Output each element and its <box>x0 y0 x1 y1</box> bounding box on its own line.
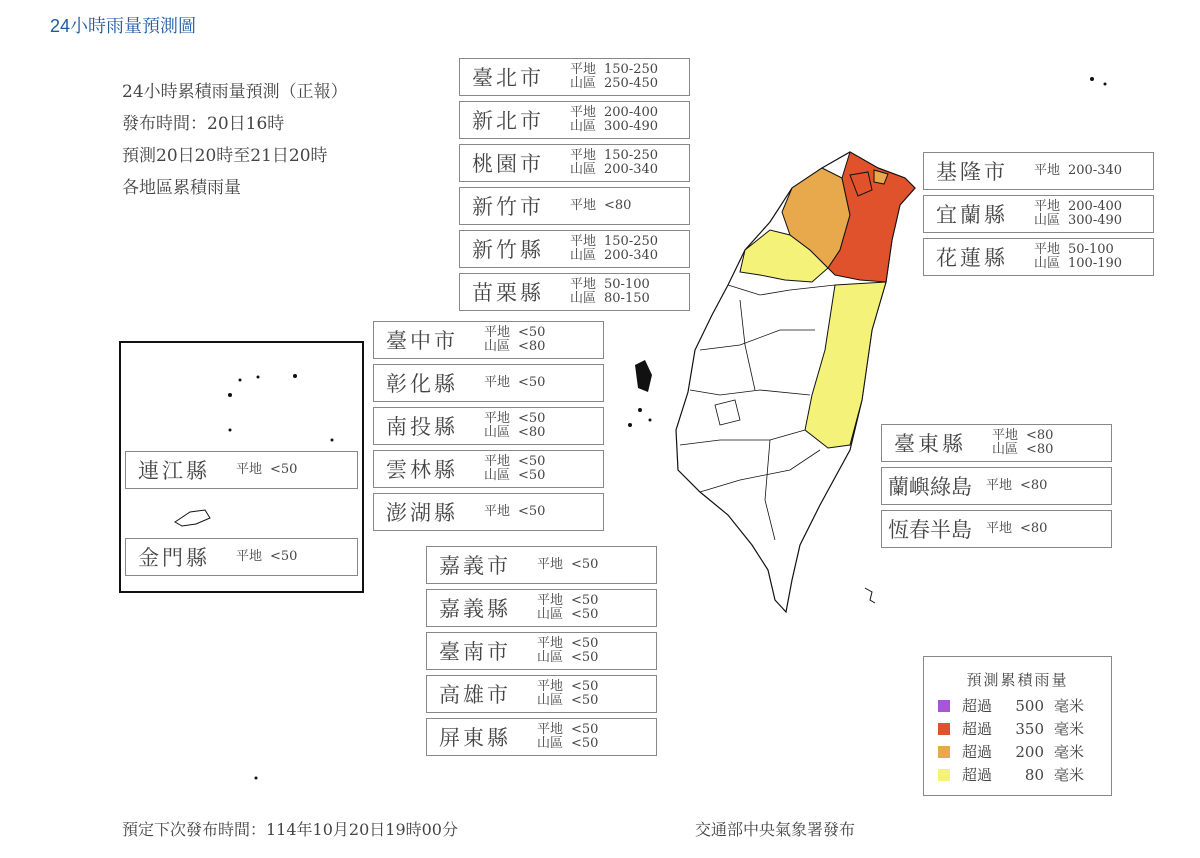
region-box <box>459 58 690 96</box>
region-name: 臺北市 <box>472 66 544 90</box>
area-type: 山區 <box>570 162 597 177</box>
area-type: 山區 <box>570 119 597 134</box>
area-type: 平地 <box>484 454 511 469</box>
area-type: 山區 <box>570 248 597 263</box>
area-type: 平地 <box>992 428 1019 443</box>
rainfall-values <box>570 199 631 213</box>
rainfall-row <box>570 249 658 263</box>
legend-value: 350 <box>1015 719 1045 738</box>
region-name: 雲林縣 <box>386 458 458 482</box>
region-box <box>373 493 604 531</box>
rainfall-values <box>236 550 297 564</box>
area-type: 平地 <box>236 462 263 477</box>
rainfall-range: 150-250 <box>604 148 659 163</box>
rainfall-row <box>570 292 650 306</box>
region-box <box>125 451 358 489</box>
rainfall-row <box>1034 164 1122 178</box>
rainfall-row <box>236 463 297 477</box>
rainfall-row <box>570 199 631 213</box>
rainfall-values <box>570 278 650 306</box>
legend <box>923 656 1112 796</box>
rainfall-row <box>537 608 598 622</box>
area-type: 平地 <box>570 105 597 120</box>
rainfall-range: <80 <box>518 339 546 354</box>
region-box <box>426 546 657 584</box>
info-line: 各地區累積雨量 <box>122 178 241 198</box>
rainfall-row <box>1034 243 1122 257</box>
rainfall-values <box>1034 164 1122 178</box>
region-name: 基隆市 <box>936 160 1008 184</box>
rainfall-range: <80 <box>1026 442 1054 457</box>
info-line: 發布時間：20日16時 <box>122 114 285 134</box>
rainfall-row <box>484 326 545 340</box>
area-type: 山區 <box>484 468 511 483</box>
legend-prefix: 超過 <box>962 720 993 738</box>
rainfall-range: <50 <box>571 636 599 651</box>
rainfall-values <box>1034 243 1122 271</box>
rainfall-values <box>484 326 545 354</box>
publisher: 交通部中央氣象署發布 <box>695 820 856 839</box>
region-box <box>459 144 690 182</box>
rainfall-range: <50 <box>518 325 546 340</box>
area-type: 平地 <box>1034 163 1061 178</box>
legend-value: 80 <box>1024 765 1045 784</box>
rainfall-row <box>992 429 1053 443</box>
rainfall-range: <50 <box>571 650 599 665</box>
rainfall-row <box>570 63 658 77</box>
rainfall-values <box>484 412 545 440</box>
rainfall-row <box>986 522 1047 536</box>
rainfall-values <box>570 149 658 177</box>
region-name: 苗栗縣 <box>472 281 544 305</box>
rainfall-row <box>1034 257 1122 271</box>
rainfall-row <box>537 594 598 608</box>
rainfall-range: 250-450 <box>604 76 659 91</box>
legend-unit: 毫米 <box>1054 766 1085 784</box>
legend-prefix: 超過 <box>962 766 993 784</box>
legend-title: 預測累積雨量 <box>966 671 1069 689</box>
area-type: 山區 <box>1034 213 1061 228</box>
rainfall-row <box>484 469 545 483</box>
region-box <box>923 195 1154 233</box>
rainfall-range: 50-100 <box>604 277 650 292</box>
rainfall-row <box>570 149 658 163</box>
rainfall-values <box>986 522 1047 536</box>
rainfall-range: 300-490 <box>604 119 659 134</box>
rainfall-range: <80 <box>604 198 632 213</box>
area-type: 平地 <box>236 549 263 564</box>
region-box <box>426 675 657 713</box>
rainfall-row <box>986 479 1047 493</box>
legend-swatch <box>938 769 950 781</box>
legend-item <box>924 694 1111 717</box>
rainfall-range: <50 <box>518 468 546 483</box>
rainfall-row <box>537 723 598 737</box>
region-name: 屏東縣 <box>439 726 511 750</box>
rainfall-range: 200-400 <box>1068 199 1123 214</box>
rainfall-values <box>484 455 545 483</box>
area-type: 平地 <box>537 557 564 572</box>
legend-value: 500 <box>1015 696 1045 715</box>
area-type: 山區 <box>537 693 564 708</box>
rainfall-range: <50 <box>518 375 546 390</box>
rainfall-range: 50-100 <box>1068 242 1114 257</box>
area-type: 平地 <box>570 198 597 213</box>
region-name: 金門縣 <box>138 546 210 570</box>
rainfall-row <box>1034 214 1122 228</box>
region-name: 臺南市 <box>439 640 511 664</box>
region-box <box>426 589 657 627</box>
region-box <box>459 101 690 139</box>
rainfall-row <box>992 443 1053 457</box>
rainfall-range: <50 <box>270 462 298 477</box>
region-name: 新竹縣 <box>472 238 544 262</box>
area-type: 山區 <box>992 442 1019 457</box>
region-box <box>373 450 604 488</box>
rainfall-range: 200-340 <box>604 248 659 263</box>
area-type: 山區 <box>537 650 564 665</box>
legend-item <box>924 763 1111 786</box>
rainfall-range: 80-150 <box>604 291 650 306</box>
rainfall-values <box>570 235 658 263</box>
area-type: 平地 <box>537 593 564 608</box>
rainfall-values <box>986 479 1047 493</box>
rainfall-values <box>484 376 545 390</box>
rainfall-values <box>537 594 598 622</box>
region-box <box>373 321 604 359</box>
rainfall-row <box>484 412 545 426</box>
area-type: 平地 <box>537 722 564 737</box>
area-type: 平地 <box>484 325 511 340</box>
rainfall-row <box>537 558 598 572</box>
area-type: 平地 <box>484 504 511 519</box>
region-name: 嘉義市 <box>439 554 511 578</box>
area-type: 平地 <box>537 636 564 651</box>
area-type: 平地 <box>570 277 597 292</box>
area-type: 平地 <box>570 148 597 163</box>
region-name: 宜蘭縣 <box>936 203 1008 227</box>
region-box <box>373 407 604 445</box>
rainfall-range: 200-340 <box>604 162 659 177</box>
lanyu-island <box>865 588 875 603</box>
legend-swatch <box>938 746 950 758</box>
region-name: 南投縣 <box>386 415 458 439</box>
rainfall-range: <50 <box>571 557 599 572</box>
region-box <box>923 238 1154 276</box>
rainfall-values <box>236 463 297 477</box>
rainfall-values <box>992 429 1053 457</box>
region-name: 高雄市 <box>439 683 511 707</box>
area-type: 平地 <box>484 411 511 426</box>
rainfall-values <box>570 106 658 134</box>
region-box <box>459 273 690 311</box>
rainfall-range: <50 <box>571 593 599 608</box>
legend-unit: 毫米 <box>1054 720 1085 738</box>
legend-prefix: 超過 <box>962 697 993 715</box>
region-name: 桃園市 <box>472 152 544 176</box>
rainfall-row <box>537 694 598 708</box>
info-line: 預測20日20時至21日20時 <box>122 146 328 166</box>
rainfall-range: 200-400 <box>604 105 659 120</box>
rainfall-row <box>570 163 658 177</box>
rainfall-row <box>570 77 658 91</box>
rainfall-row <box>1034 200 1122 214</box>
rainfall-row <box>537 651 598 665</box>
rainfall-row <box>570 106 658 120</box>
rainfall-values <box>537 637 598 665</box>
area-type: 平地 <box>986 521 1013 536</box>
region-box <box>881 424 1112 462</box>
area-type: 山區 <box>570 76 597 91</box>
rainfall-range: <80 <box>1026 428 1054 443</box>
legend-value: 200 <box>1015 742 1045 761</box>
rainfall-range: <80 <box>1020 478 1048 493</box>
rainfall-range: <80 <box>518 425 546 440</box>
legend-item <box>924 740 1111 763</box>
info-line: 24小時累積雨量預測（正報） <box>122 82 348 102</box>
area-type: 山區 <box>537 607 564 622</box>
region-box <box>923 152 1154 190</box>
rainfall-range: <50 <box>518 411 546 426</box>
rainfall-values <box>537 723 598 751</box>
rainfall-row <box>484 505 545 519</box>
legend-prefix: 超過 <box>962 743 993 761</box>
rainfall-row <box>537 737 598 751</box>
region-name: 臺中市 <box>386 329 458 353</box>
rainfall-row <box>484 340 545 354</box>
area-type: 平地 <box>484 375 511 390</box>
rainfall-range: <50 <box>518 454 546 469</box>
area-type: 平地 <box>570 62 597 77</box>
rainfall-range: 150-250 <box>604 62 659 77</box>
rainfall-row <box>537 680 598 694</box>
page-title: 24小時雨量預測圖 <box>50 16 197 36</box>
region-box <box>881 510 1112 548</box>
area-type: 山區 <box>1034 256 1061 271</box>
area-type: 平地 <box>1034 199 1061 214</box>
rainfall-range: <50 <box>571 722 599 737</box>
region-box <box>426 718 657 756</box>
region-name: 連江縣 <box>138 459 210 483</box>
rainfall-values <box>484 505 545 519</box>
region-name: 彰化縣 <box>386 372 458 396</box>
rainfall-range: <50 <box>571 607 599 622</box>
rainfall-values <box>570 63 658 91</box>
area-type: 平地 <box>537 679 564 694</box>
legend-swatch <box>938 700 950 712</box>
rainfall-row <box>484 376 545 390</box>
region-box <box>459 230 690 268</box>
region-box <box>373 364 604 402</box>
rainfall-range: <80 <box>1020 521 1048 536</box>
area-type: 山區 <box>484 339 511 354</box>
region-name: 花蓮縣 <box>936 246 1008 270</box>
region-name: 新竹市 <box>472 195 544 219</box>
region-name: 臺東縣 <box>894 432 966 456</box>
rainfall-range: 150-250 <box>604 234 659 249</box>
rainfall-range: <50 <box>571 679 599 694</box>
rainfall-row <box>484 455 545 469</box>
rainfall-values <box>537 680 598 708</box>
rainfall-row <box>570 235 658 249</box>
rainfall-range: 100-190 <box>1068 256 1123 271</box>
legend-item <box>924 717 1111 740</box>
area-type: 平地 <box>1034 242 1061 257</box>
rainfall-range: 200-340 <box>1068 163 1123 178</box>
region-name: 澎湖縣 <box>386 501 458 525</box>
region-box <box>426 632 657 670</box>
legend-unit: 毫米 <box>1054 697 1085 715</box>
area-type: 山區 <box>537 736 564 751</box>
area-type: 平地 <box>570 234 597 249</box>
next-issue-time: 預定下次發布時間：114年10月20日19時00分 <box>122 820 458 839</box>
region-name: 嘉義縣 <box>439 597 511 621</box>
legend-swatch <box>938 723 950 735</box>
area-type: 山區 <box>570 291 597 306</box>
rainfall-row <box>570 278 650 292</box>
rainfall-range: <50 <box>270 549 298 564</box>
rainfall-range: 300-490 <box>1068 213 1123 228</box>
legend-unit: 毫米 <box>1054 743 1085 761</box>
rainfall-range: <50 <box>571 736 599 751</box>
rainfall-row <box>236 550 297 564</box>
region-box <box>881 467 1112 505</box>
rainfall-values <box>537 558 598 572</box>
region-box <box>125 538 358 576</box>
region-box <box>459 187 690 225</box>
area-type: 平地 <box>986 478 1013 493</box>
rainfall-row <box>570 120 658 134</box>
rainfall-range: <50 <box>571 693 599 708</box>
rainfall-range: <50 <box>518 504 546 519</box>
region-name: 新北市 <box>472 109 544 133</box>
area-type: 山區 <box>484 425 511 440</box>
region-name: 恆春半島 <box>888 518 972 542</box>
region-name: 蘭嶼綠島 <box>888 475 972 499</box>
rainfall-row <box>537 637 598 651</box>
rainfall-values <box>1034 200 1122 228</box>
rainfall-row <box>484 426 545 440</box>
